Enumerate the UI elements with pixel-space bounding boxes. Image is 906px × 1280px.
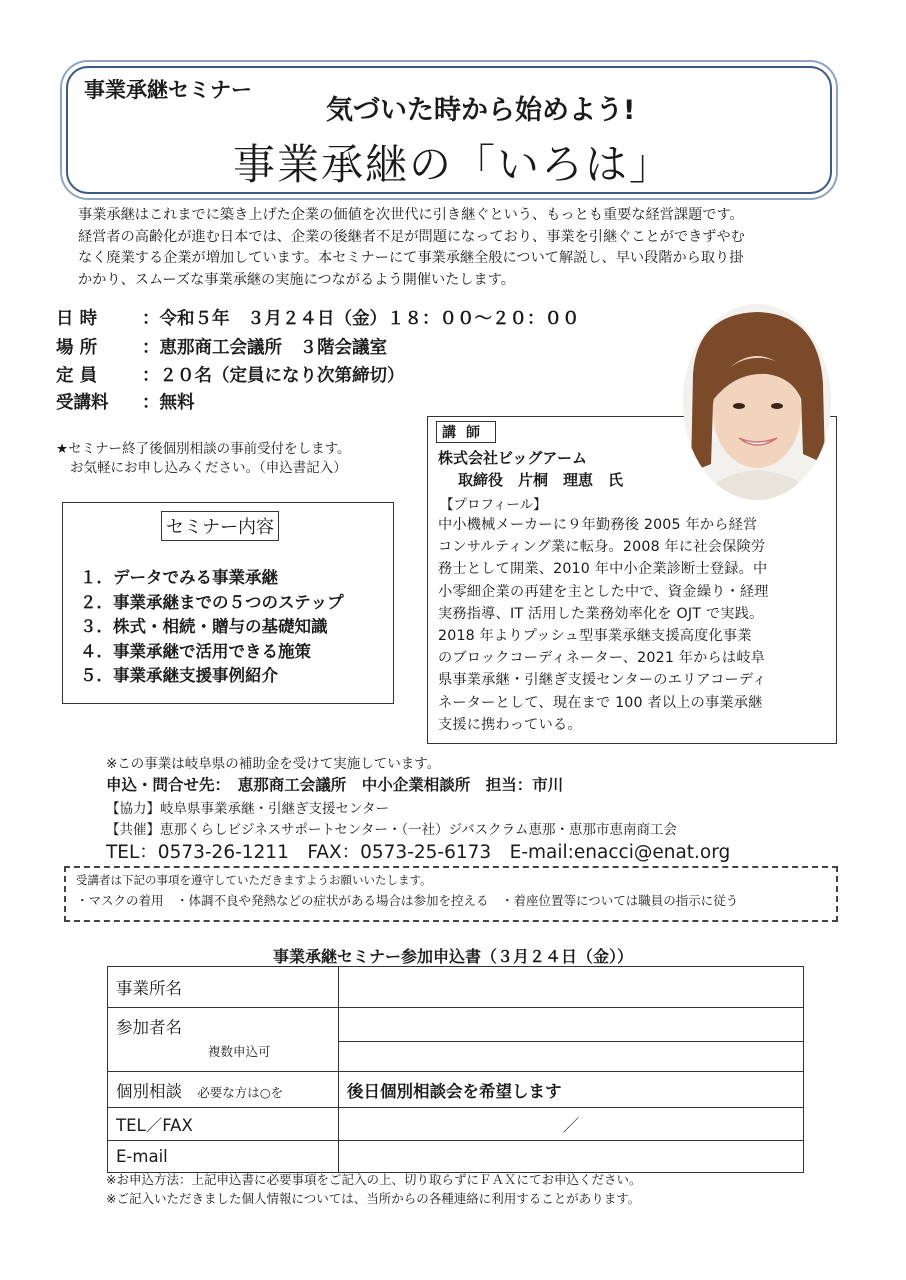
profile-line: コンサルティング業に転身。2008 年に社会保険労 bbox=[438, 539, 766, 556]
profile-line: 小零細企業の再建を主とした中で、資金繰り・経理 bbox=[438, 583, 769, 600]
participant-label-cell bbox=[108, 1008, 339, 1072]
bottom-notes bbox=[106, 1170, 641, 1208]
cooperation-note: 【協力】岐阜県事業承継・引継ぎ支援センター bbox=[106, 801, 389, 817]
profile-label: 【プロフィール】 bbox=[440, 497, 547, 513]
intro-line: 事業承継はこれまでに築き上げた企業の価値を次世代に引き継ぐという、もっとも重要な経営課題です。 bbox=[78, 207, 744, 223]
info-key: 定 員 bbox=[56, 366, 98, 386]
intro-text bbox=[78, 205, 838, 291]
intro-line: 経営者の高齢化が進む日本では、企業の後継者不足が問題になっており、事業を引継ぐことができずやむ bbox=[78, 228, 745, 245]
participant-field-1[interactable] bbox=[339, 1008, 804, 1042]
list-item: ２．事業承継までの５つのステップ bbox=[80, 592, 344, 612]
seminar-content-title: セミナー内容 bbox=[161, 511, 279, 541]
list-item: ４．事業承継で活用できる施策 bbox=[80, 641, 311, 661]
profile-line: 県事業承継・引継ぎ支援センターのエリアコーディ bbox=[438, 672, 767, 689]
email-label: E-mail bbox=[108, 1141, 339, 1173]
info-value: ：令和５年 ３月２４日（金）１８：００～２０：００ bbox=[142, 309, 580, 329]
office-name-field[interactable] bbox=[339, 967, 804, 1008]
consult-note-line: ★セミナー終了後個別相談の事前受付をします。 bbox=[56, 441, 351, 457]
info-venue bbox=[56, 334, 387, 359]
seminar-content-list bbox=[80, 566, 344, 689]
info-datetime bbox=[56, 305, 580, 330]
catchphrase: 気づいた時から始めよう! bbox=[326, 95, 636, 126]
bottom-note: ※ご記入いただきました個人情報については、当所からの各種連絡に利用することがあります。 bbox=[106, 1191, 641, 1206]
list-item: １．データでみる事業承継 bbox=[80, 568, 278, 587]
profile-line: のブロックコーディネーター、2021 年からは岐阜 bbox=[438, 650, 766, 667]
list-item: ５．事業承継支援事例紹介 bbox=[80, 666, 278, 685]
profile-line: 中小機械メーカーに９年勤務後 2005 年から経営 bbox=[438, 517, 758, 533]
consult-note bbox=[56, 440, 351, 478]
lecturer-profile bbox=[438, 514, 830, 736]
bottom-note: ※お申込方法：上記申込書に必要事項をご記入の上、切り取らずにＦＡＸにてお申込ください。 bbox=[106, 1172, 642, 1187]
info-key: 受講料 bbox=[56, 393, 109, 413]
info-value: ：恵那商工会議所 ３階会議室 bbox=[142, 338, 387, 358]
intro-line: かかり、スムーズな事業承継の実施につながるよう開催いたします。 bbox=[78, 271, 515, 288]
info-key: 場 所 bbox=[56, 338, 98, 358]
lecturer-name: 取締役 片桐 理恵 氏 bbox=[458, 471, 624, 489]
page-title: 事業承継の「いろは」 bbox=[232, 140, 673, 189]
info-key: 日 時 bbox=[56, 309, 98, 329]
profile-line: 務士として開業、2010 年中小企業診断士登録。中 bbox=[438, 561, 768, 578]
consult-request-field[interactable]: 後日個別相談会を希望します bbox=[339, 1072, 804, 1108]
intro-line: なく廃業する企業が増加しています。本セミナーにて事業承継全般について解説し、早い段階から取り掛 bbox=[78, 250, 744, 266]
profile-line: 支援に携わっている。 bbox=[438, 716, 582, 733]
lecturer-tag: 講師 bbox=[436, 421, 496, 443]
info-fee bbox=[56, 389, 195, 414]
consult-label-cell bbox=[108, 1072, 339, 1108]
info-capacity bbox=[56, 362, 405, 387]
profile-line: ネーターとして、現在まで 100 者以上の事業承継 bbox=[438, 694, 763, 711]
series-label: 事業承継セミナー bbox=[84, 78, 252, 102]
participant-sub: 複数申込可 bbox=[208, 1044, 271, 1059]
lecturer-company: 株式会社ビッグアーム bbox=[438, 449, 587, 467]
notice-line: 受講者は下記の事項を遵守していただきますようお願いいたします。 bbox=[76, 873, 432, 887]
consult-sub: 必要な方は○を bbox=[197, 1084, 284, 1100]
subsidy-note: ※この事業は岐阜県の補助金を受けて実施しています。 bbox=[106, 756, 441, 772]
participant-label: 参加者名 bbox=[116, 1018, 182, 1037]
list-item: ３．株式・相続・贈与の基礎知識 bbox=[80, 617, 328, 636]
office-name-label: 事業所名 bbox=[108, 967, 339, 1008]
info-value: ：無料 bbox=[142, 393, 195, 413]
info-value: ：２０名（定員になり次第締切） bbox=[142, 366, 405, 386]
application-form bbox=[107, 966, 804, 1173]
participant-field-2[interactable] bbox=[339, 1042, 804, 1072]
lecturer-photo bbox=[683, 304, 831, 500]
form-title: 事業承継セミナー参加申込書（３月２４日（金）） bbox=[272, 947, 633, 966]
phone-fax-email: TEL：0573-26-1211 FAX：0573-25-6173 E-mail:enacci@enat.org bbox=[106, 842, 731, 863]
profile-line: 実務指導、IT 活用した業務効率化を OJT で実践。 bbox=[438, 605, 764, 622]
profile-line: 2018 年よりプッシュ型事業承継支援高度化事業 bbox=[438, 628, 752, 645]
telfax-field[interactable]: ／ bbox=[339, 1108, 804, 1141]
consult-label: 個別相談 bbox=[116, 1081, 182, 1101]
notice-rules: ・マスクの着用 ・体調不良や発熱などの症状がある場合は参加を控える ・着座位置等については職員の指示に従う bbox=[76, 893, 739, 908]
email-field[interactable] bbox=[339, 1141, 804, 1173]
contact-info: 申込・問合せ先： 恵那商工会議所 中小企業相談所 担当：市川 bbox=[106, 776, 564, 794]
cohost-note: 【共催】恵那くらしビジネスサポートセンター・（一社）ジバスクラム恵那・恵那市恵南商工会 bbox=[106, 822, 678, 838]
telfax-label: TEL／FAX bbox=[108, 1108, 339, 1141]
consult-note-line: お気軽にお申し込みください。（申込書記入） bbox=[70, 460, 347, 476]
